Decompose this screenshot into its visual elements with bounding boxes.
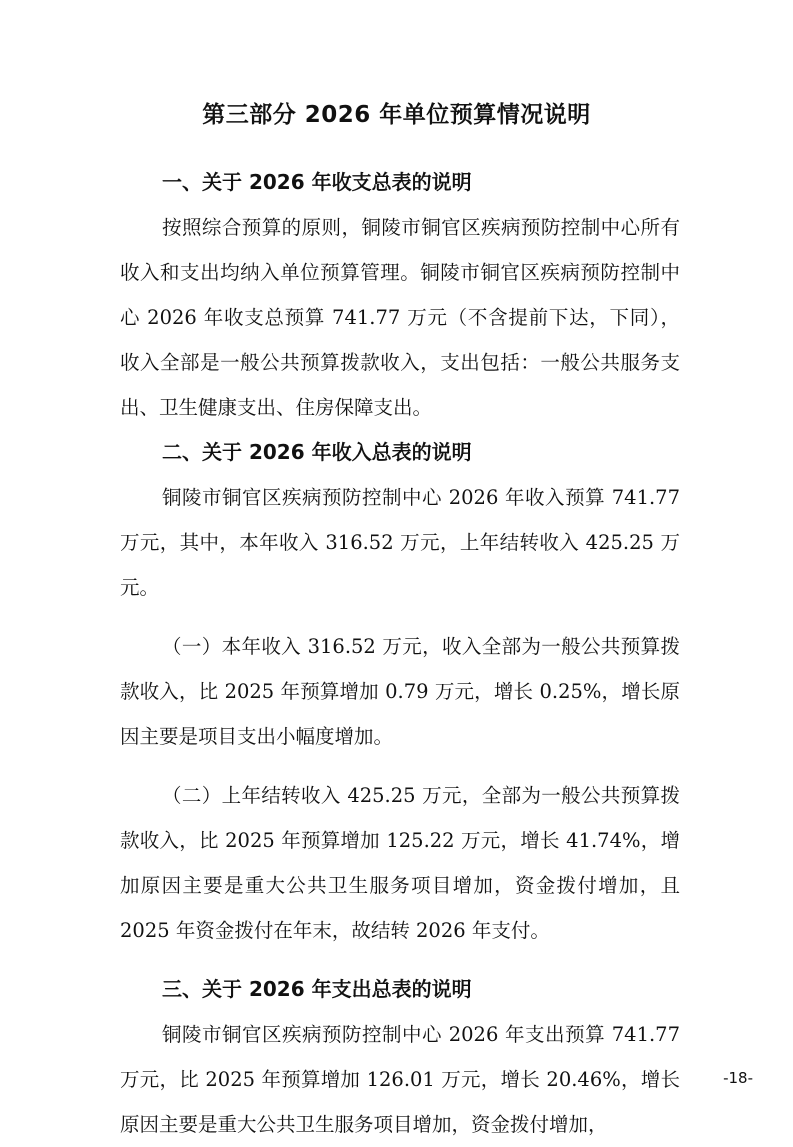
page-title: 第三部分 2026 年单位预算情况说明 [202,102,591,128]
paragraph-spacer [120,953,680,967]
paragraph: 铜陵市铜官区疾病预防控制中心 2026 年收入预算 741.77 万元，其中，本年收入 316.52 万元，上年结转收入 425.25 万元。 [120,486,680,599]
section-heading-2: 二、关于 2026 年收入总表的说明 [162,440,472,464]
paragraph: 按照综合预算的原则，铜陵市铜官区疾病预防控制中心所有收入和支出均纳入单位预算管理。铜陵市铜官区疾病预防控制中心 2026 年收支总预算 741.77 万元（不含提前下达，下同），收入全部是一般公共预算拨款收入，支出包括：一般公共服务支出、卫生健康支出、住房保障支出。 [120,216,680,419]
paragraph: 铜陵市铜官区疾病预防控制中心 2026 年支出预算 741.77 万元，比 2025 年预算增加 126.01 万元，增长 20.46%，增长原因主要是重大公共卫生服务项目增加，资金拨付增加， [120,1023,680,1136]
paragraph: （二）上年结转收入 425.25 万元，全部为一般公共预算拨款收入，比 2025 年预算增加 125.22 万元，增长 41.74%，增加原因主要是重大公共卫生服务项目增加，资金拨付增加，且 2025 年资金拨付在年末，故结转 2026 年支付。 [120,784,680,942]
paragraph-spacer [120,759,680,773]
paragraph-spacer [120,610,680,624]
section-heading-1: 一、关于 2026 年收支总表的说明 [162,170,472,194]
section-heading-3: 三、关于 2026 年支出总表的说明 [162,977,472,1001]
page-number: -18- [723,1069,753,1087]
document-body [120,160,680,1147]
paragraph: （一）本年收入 316.52 万元，收入全部为一般公共预算拨款收入，比 2025 年预算增加 0.79 万元，增长 0.25%，增长原因主要是项目支出小幅度增加。 [120,635,680,748]
